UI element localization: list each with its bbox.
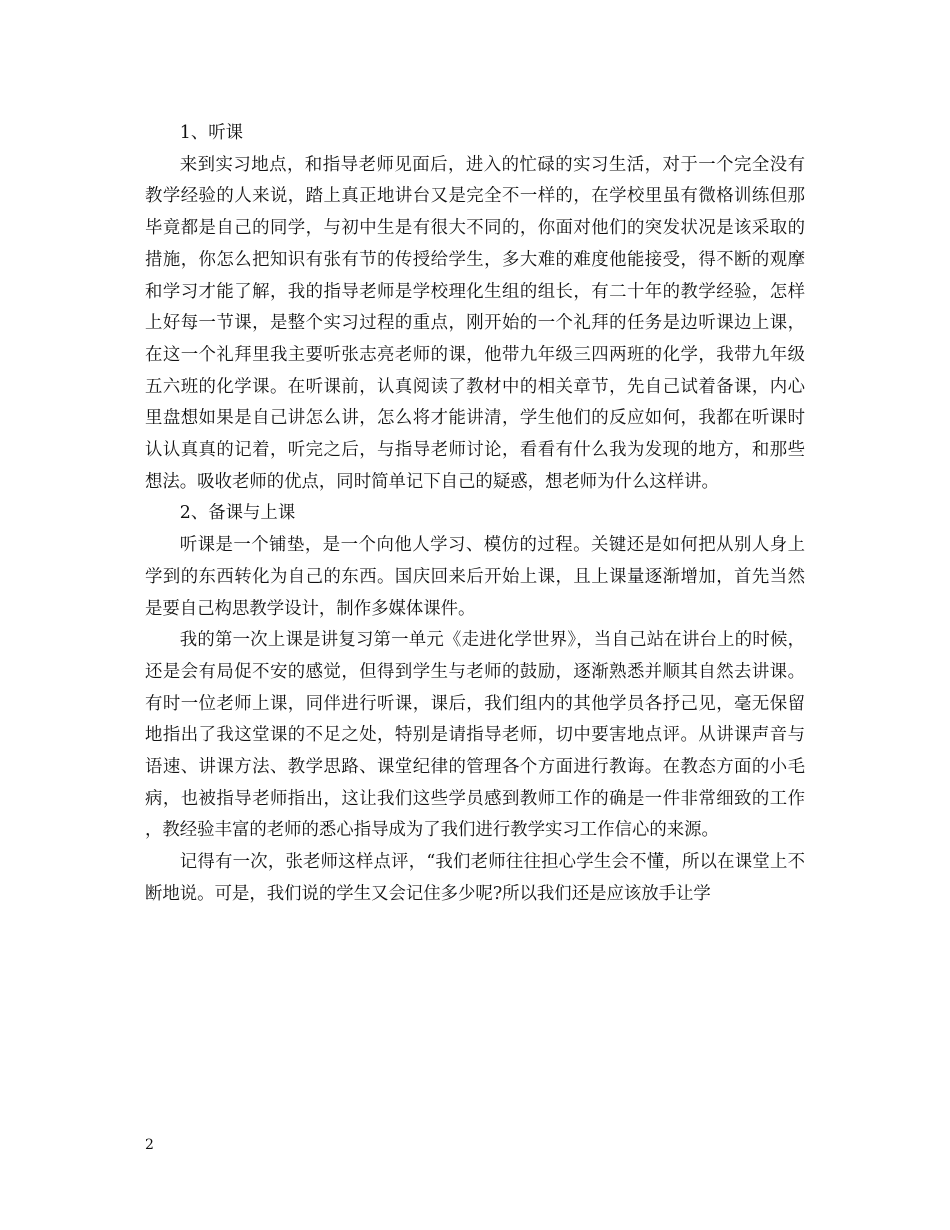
section-heading-listening: 1、听课 (179, 123, 244, 143)
paragraph: 听课是一个铺垫，是一个向他人学习、模仿的过程。关键还是如何把从别人身上学到的东西转化为自己的东西。国庆回来后开始上课，且上课量逐渐增加，首先当然是要自己构思教学设计，制作多媒体课件。 (145, 535, 805, 619)
body-text (145, 118, 805, 911)
section-heading-lesson-prep: 2、备课与上课 (179, 503, 296, 524)
paragraph: 来到实习地点，和指导老师见面后，进入的忙碌的实习生活，对于一个完全没有教学经验的人来说，踏上真正地讲台又是完全不一样的，在学校里虽有微格训练但那毕竟都是自己的同学，与初中生是有很大不同的，你面对他们的突发状况是该采取的措施，你怎么把知识有张有节的传授给学生，多大难的难度他能接受，得不断的观摩和学习才能了解，我的指导老师是学校理化生组的组长，有二十年的教学经验，怎样上好每一节课，是整个实习过程的重点，刚开始的一个礼拜的任务是边听课边上课，在这一个礼拜里我主要听张志亮老师的课，他带九年级三四两班的化学，我带九年级五六班的化学课。在听课前，认真阅读了教材中的相关章节，先自己试着备课，内心里盘想如果是自己讲怎么讲，怎么将才能讲清，学生他们的反应如何，我都在听课时认认真真的记着，听完之后，与指导老师讨论，看看有什么我为发现的地方，和那些想法。吸收老师的优点，同时简单记下自己的疑惑，想老师为什么这样讲。 (145, 154, 805, 492)
page-number: 2 (145, 1137, 154, 1153)
paragraph: 记得有一次，张老师这样点评，“我们老师往往担心学生会不懂，所以在课堂上不断地说。可是，我们说的学生又会记住多少呢?所以我们还是应该放手让学 (145, 852, 805, 904)
paragraph: 我的第一次上课是讲复习第一单元《走进化学世界》，当自己站在讲台上的时候，还是会有局促不安的感觉，但得到学生与老师的鼓励，逐渐熟悉并顺其自然去讲课。有时一位老师上课，同伴进行听课，课后，我们组内的其他学员各抒己见，毫无保留地指出了我这堂课的不足之处，特别是请指导老师，切中要害地点评。从讲课声音与语速、讲课方法、教学思路、课堂纪律的管理各个方面进行教诲。在教态方面的小毛病，也被指导老师指出，这让我们这些学员感到教师工作的确是一件非常细致的工作，教经验丰富的老师的悉心指导成为了我们进行教学实习工作信心的来源。 (145, 630, 805, 841)
